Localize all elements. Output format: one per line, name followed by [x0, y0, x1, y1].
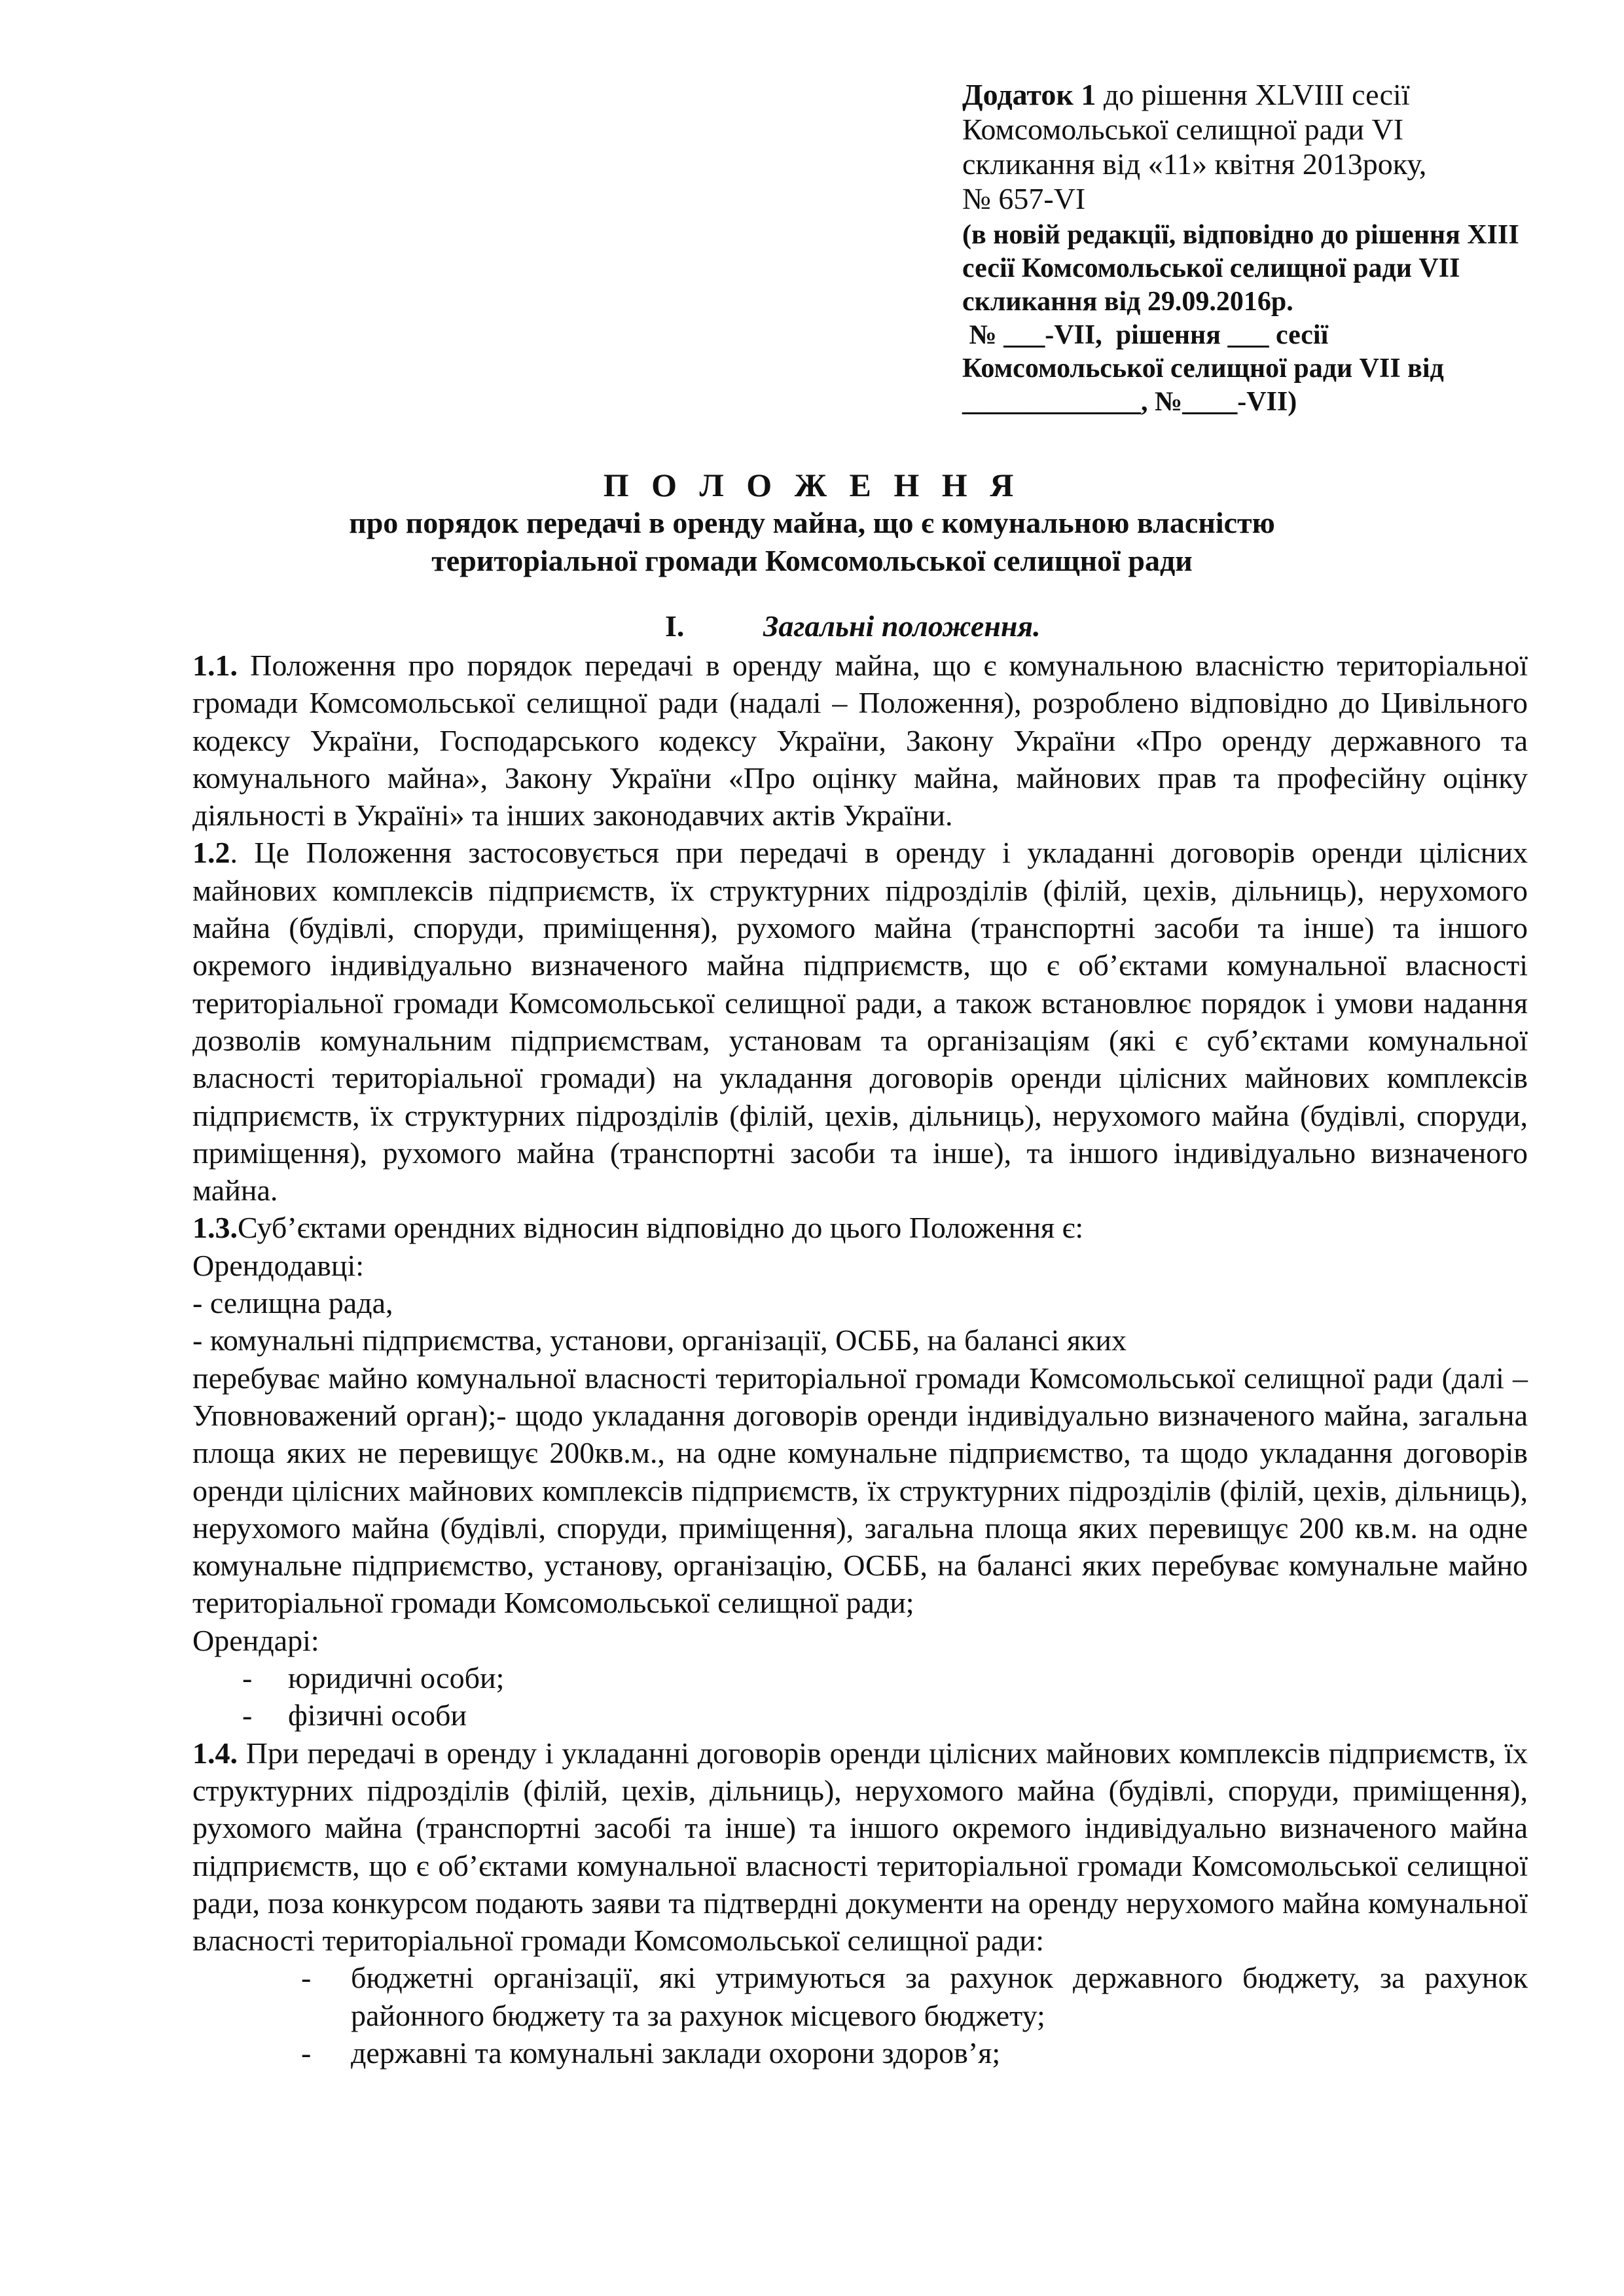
- tenants-label: Орендарі:: [192, 1623, 319, 1657]
- document-body: [192, 647, 1528, 2072]
- header-note-line: скликання від 29.09.2016р.: [962, 287, 1293, 317]
- section-title: Загальні положення.: [763, 609, 1041, 643]
- document-title: П О Л О Ж Е Н Н Я: [603, 467, 1021, 503]
- paragraph-1-1: 1.1. Положення про порядок передачі в оренду майна, що є комунальною власністю територіальної громади Комсомольської селищної ради (надалі – Положення), розроблено відповідно до Цивільного кодексу України, Господарського кодексу України, Закону України «Про оренду державного та комунального майна», Закону України «Про оцінку майна, майнових прав та професійну оцінку діяльності в Україні» та інших законодавчих актів України.: [192, 649, 1528, 833]
- document-subtitle: про порядок передачі в оренду майна, що є комунальною власністю територіальної громади Комсомольської селищної ради: [349, 506, 1275, 577]
- paragraph-1-4: 1.4. При передачі в оренду і укладанні договорів оренди цілісних майнових комплексів підприємств, їх структурних підрозділів (філій, цехів, дільниць), нерухомого майна (будівлі, споруди, приміщення), рухомого майна (транспортні засобі та інше) та іншого окремого індивідуально визначеного майна підприємств, що є об’єктами комунальної власності територіальної громади Комсомольської селищної ради, поза конкурсом подають заяви та підтвердні документи на оренду нерухомого майна комунальної власності територіальної громади Комсомольської селищної ради:: [192, 1736, 1528, 1958]
- section-number: I.: [665, 609, 685, 643]
- header-note-line: № ___-VII, рішення ___ сесії: [962, 320, 1329, 350]
- list-item: - комунальні підприємства, установи, організації, ОСББ, на балансі яких: [192, 1323, 1127, 1357]
- list-item: - фізичні особи: [242, 1698, 467, 1732]
- header-line: Додаток 1 до рішення XLVIII сесії: [962, 78, 1410, 111]
- landlords-label: Орендодавці:: [192, 1248, 365, 1282]
- paragraph-1-2: 1.2. Це Положення застосовується при передачі в оренду і укладанні договорів оренди цілісних майнових комплексів підприємств, їх структурних підрозділів (філій, цехів, дільниць), нерухомого майна (будівлі, споруди, приміщення), рухомого майна (транспортні засоби та інше) та іншого окремого індивідуально визначеного майна підприємств, що є об’єктами комунальної власності територіальної громади Комсомольської селищної ради, а також встановлює порядок і умови надання дозволів комунальним підприємствам, установам та організаціям (які є суб’єктами комунальної власності територіальної громади) на укладання договорів оренди цілісних майнових комплексів підприємств, їх структурних підрозділів (філій, цехів, дільниць), нерухомого майна (будівлі, споруди, приміщення), рухомого майна (транспортні засоби та інше), та іншого індивідуально визначеного майна.: [192, 836, 1528, 1208]
- header-line: № 657-VI: [962, 182, 1086, 215]
- header-note-line: (в новій редакції, відповідно до рішення XIII: [962, 220, 1519, 250]
- paragraph-1-3: 1.3.Суб’єктами орендних відносин відповідно до цього Положення є:: [192, 1211, 1084, 1245]
- list-item: - юридичні особи;: [242, 1661, 505, 1695]
- section-heading: [665, 609, 1041, 643]
- header-note-line: _____________, №____-VII): [962, 387, 1297, 417]
- header-note-line: Комсомольської селищної ради VII від: [962, 353, 1444, 384]
- header-line: скликання від «11» квітня 2013року,: [962, 147, 1427, 181]
- appendix-header: [962, 77, 1538, 419]
- list-item: - державні та комунальні заклади охорони здоров’я;: [301, 2036, 1001, 2070]
- header-note-line: сесії Комсомольської селищної ради VII: [962, 253, 1460, 283]
- list-item: - бюджетні організації, які утримуються за рахунок державного бюджету, за рахунок районного бюджету та за рахунок місцевого бюджету;: [301, 1961, 1528, 2032]
- list-item: - селищна рада,: [192, 1286, 393, 1320]
- landlords-continuation: перебуває майно комунальної власності територіальної громади Комсомольської селищної ради (далі – Уповноважений орган);- щодо укладання договорів оренди індивідуально визначеного майна, загальна площа яких не перевищує 200кв.м., на одне комунальне підприємство, та щодо укладання договорів оренди цілісних майнових комплексів підприємств, їх структурних підрозділів (філій, цехів, дільниць), нерухомого майна (будівлі, споруди, приміщення), загальна площа яких перевищує 200 кв.м. на одне комунальне підприємство, установу, організацію, ОСББ, на балансі яких перебуває комунальне майно територіальної громади Комсомольської селищної ради;: [192, 1361, 1528, 1620]
- header-line: Комсомольської селищної ради VI: [962, 113, 1404, 146]
